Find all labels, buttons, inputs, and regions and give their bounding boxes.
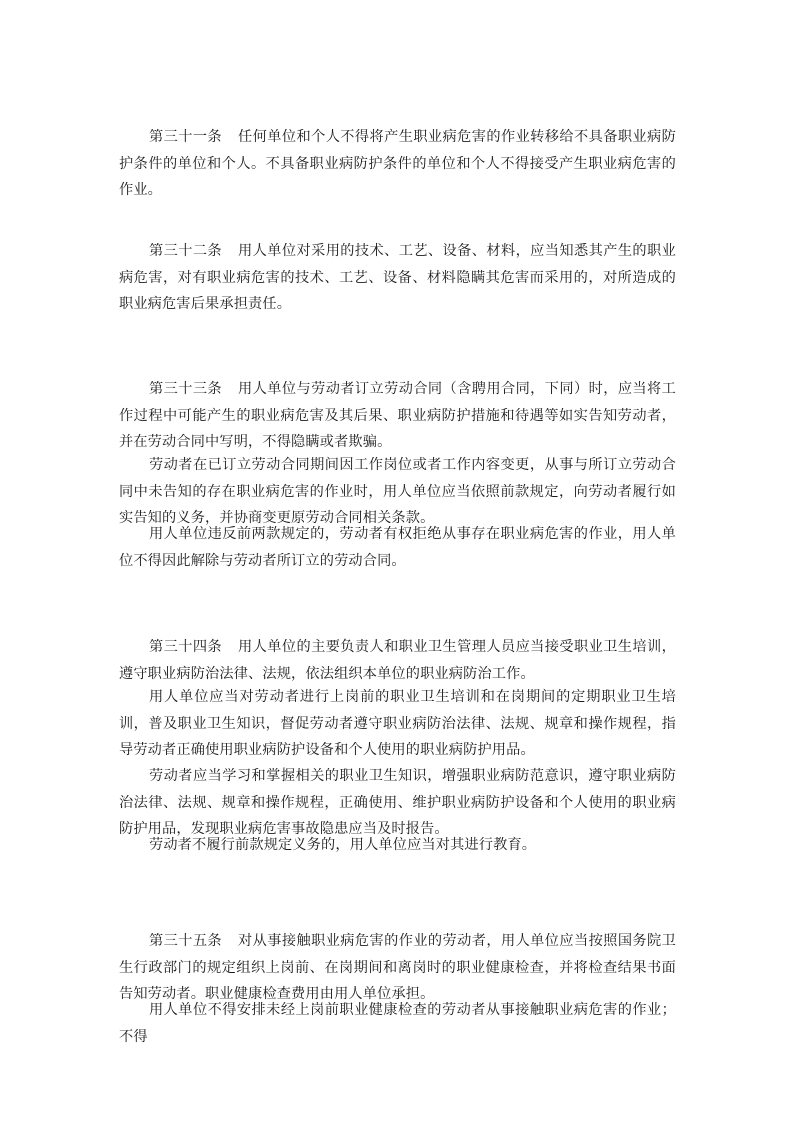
article-33-text-1: 用人单位与劳动者订立劳动合同（含聘用合同，下同）时，应当将工作过程中可能产生的职业病危害及其后果、职业病防护措施和待遇等如实告知劳动者，并在劳动合同中写明，不得隐瞒或者欺骗。 (119, 381, 676, 450)
article-33-number: 第三十三条 (149, 381, 223, 397)
article-32-paragraph-1 (119, 238, 676, 318)
article-31-text-1: 任何单位和个人不得将产生职业病危害的作业转移给不具备职业病防护条件的单位和个人。不具备职业病防护条件的单位和个人不得接受产生职业病危害的作业。 (119, 129, 676, 198)
article-33-paragraph-3: 用人单位违反前两款规定的，劳动者有权拒绝从事存在职业病危害的作业，用人单位不得因此解除与劳动者所订立的劳动合同。 (119, 526, 676, 569)
article-34-paragraph-1 (119, 634, 676, 687)
article-33-paragraph-2: 劳动者在已订立劳动合同期间因工作岗位或者工作内容变更，从事与所订立劳动合同中未告知的存在职业病危害的作业时，用人单位应当依照前款规定，向劳动者履行如实告知的义务，并协商变更原劳动合同相关条款。 (119, 457, 676, 526)
article-34-number: 第三十四条 (149, 639, 223, 655)
article-34-paragraph-2: 用人单位应当对劳动者进行上岗前的职业卫生培训和在岗期间的定期职业卫生培训，普及职业卫生知识，督促劳动者遵守职业病防治法律、法规、规章和操作规程，指导劳动者正确使用职业病防护设备和个人使用的职业病防护用品。 (119, 689, 676, 758)
article-31-number: 第三十一条 (149, 129, 223, 145)
article-34-paragraph-4: 劳动者不履行前款规定义务的，用人单位应当对其进行教育。 (149, 837, 537, 853)
article-35-paragraph-1 (119, 928, 676, 1008)
article-32-text-1: 用人单位对采用的技术、工艺、设备、材料，应当知悉其产生的职业病危害，对有职业病危害的技术、工艺、设备、材料隐瞒其危害而采用的，对所造成的职业病危害后果承担责任。 (119, 243, 676, 312)
article-35-paragraph-2: 用人单位不得安排未经上岗前职业健康检查的劳动者从事接触职业病危害的作业；不得 (119, 1002, 676, 1045)
article-32-number: 第三十二条 (149, 243, 223, 259)
article-35-text-1: 对从事接触职业病危害的作业的劳动者，用人单位应当按照国务院卫生行政部门的规定组织上岗前、在岗期间和离岗时的职业健康检查，并将检查结果书面告知劳动者。职业健康检查费用由用人单位承担。 (119, 933, 676, 1002)
article-34-text-1: 用人单位的主要负责人和职业卫生管理人员应当接受职业卫生培训，遵守职业病防治法律、法规，依法组织本单位的职业病防治工作。 (119, 639, 676, 682)
article-31-paragraph-1 (119, 124, 676, 204)
article-35-number: 第三十五条 (149, 933, 223, 949)
article-33-paragraph-1 (119, 376, 676, 456)
article-34-paragraph-3: 劳动者应当学习和掌握相关的职业卫生知识，增强职业病防范意识，遵守职业病防治法律、法规、规章和操作规程，正确使用、维护职业病防护设备和个人使用的职业病防护用品，发现职业病危害事故隐患应当及时报告。 (119, 768, 676, 837)
